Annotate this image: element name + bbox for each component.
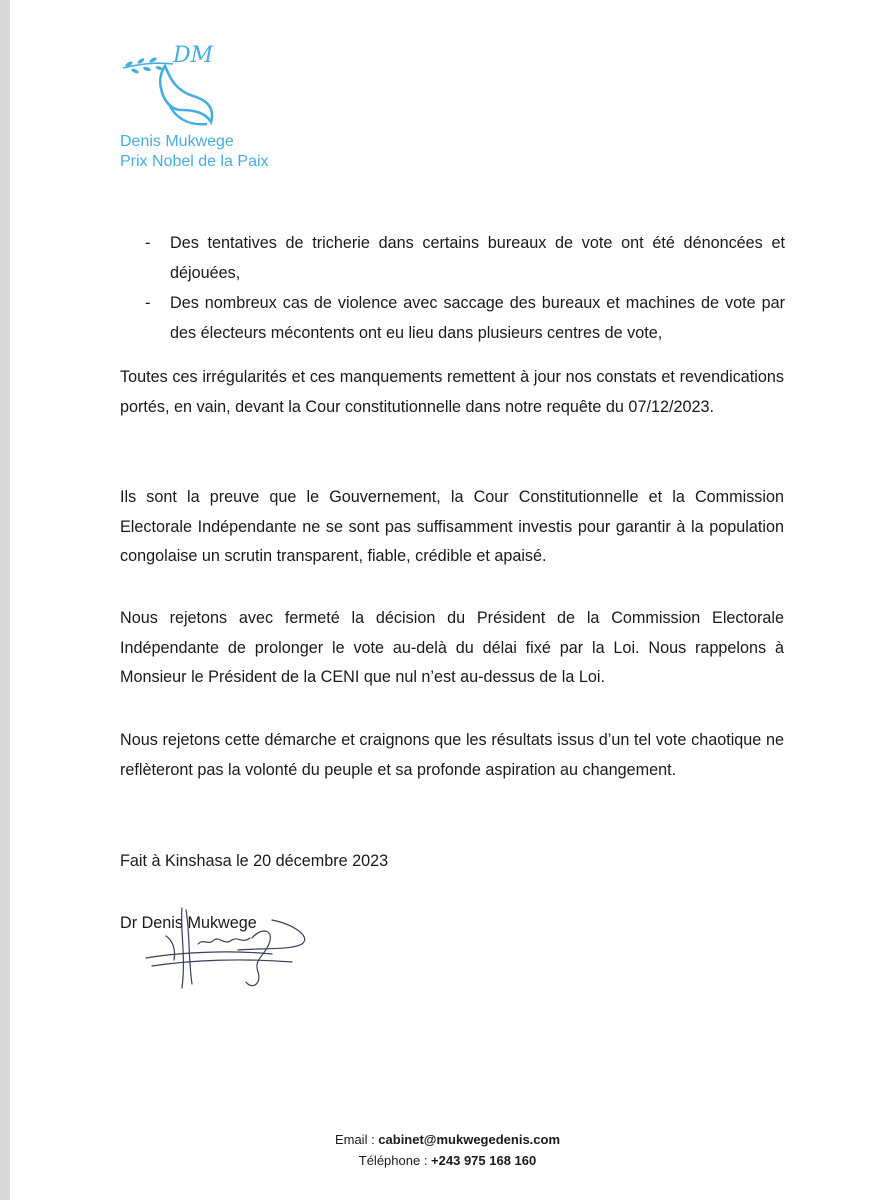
footer-email — [10, 1130, 885, 1150]
letter-page — [10, 0, 885, 1200]
bullet-text: Des tentatives de tricherie dans certains bureaux de vote ont été dénoncées et déjouées, — [170, 234, 785, 282]
dove-logo — [115, 38, 225, 134]
bullet-marker: - — [145, 234, 151, 252]
body-paragraph: Ils sont la preuve que le Gouvernement, la Cour Constitutionnelle et la Commission Electorale Indépendante ne se sont pas suffisamment investis pour garantir à la population congolaise un scrutin transparent, fiable, crédible et apaisé. — [120, 488, 784, 565]
list-item — [145, 289, 785, 348]
footer-phone — [10, 1151, 885, 1171]
body-paragraph: Nous rejetons avec fermeté la décision du Président de la Commission Electorale Indépendante de prolonger le vote au-delà du délai fixé par la Loi. Nous rappelons à Monsieur le Président de la CENI que nul n’est au-dessus de la Loi. — [120, 609, 784, 686]
bullet-text: Des nombreux cas de violence avec saccage des bureaux et machines de vote par des électeurs mécontents ont eu lieu dans plusieurs centres de vote, — [170, 294, 785, 342]
signatory-name: Dr Denis Mukwege — [120, 914, 257, 932]
list-item — [145, 229, 785, 288]
bullet-marker: - — [145, 294, 151, 312]
org-subtitle: Prix Nobel de la Paix — [120, 153, 269, 170]
body-paragraph: Nous rejetons cette démarche et craignons que les résultats issus d’un tel vote chaotique ne reflèteront pas la volonté du peuple et sa profonde aspiration au changement. — [120, 731, 784, 779]
handwritten-signature — [142, 900, 317, 992]
org-name: Denis Mukwege — [120, 133, 234, 150]
email-label: Email : — [334, 1132, 379, 1147]
phone-number: +243 975 168 160 — [431, 1153, 537, 1168]
email-address: cabinet@mukwegedenis.com — [378, 1132, 561, 1147]
phone-label: Téléphone : — [358, 1153, 432, 1168]
logo-monogram: DM — [173, 43, 214, 68]
place-date: Fait à Kinshasa le 20 décembre 2023 — [120, 852, 389, 870]
body-paragraph: Toutes ces irrégularités et ces manquements remettent à jour nos constats et revendications portés, en vain, devant la Cour constitutionnelle dans notre requête du 07/12/2023. — [120, 368, 784, 416]
